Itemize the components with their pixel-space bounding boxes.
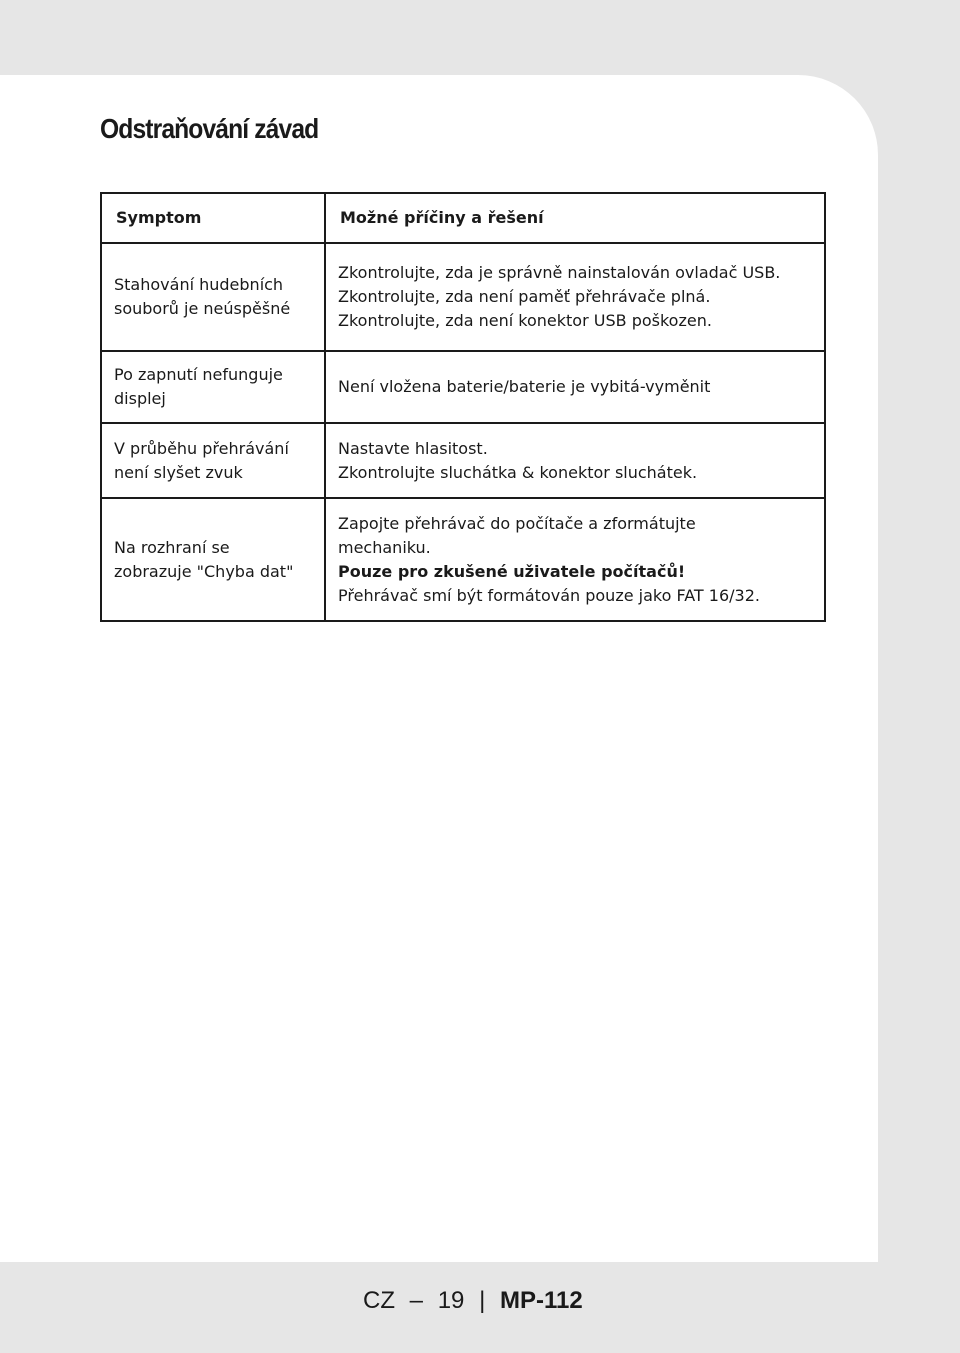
footer-language: CZ (363, 1287, 395, 1314)
solution-line: Zkontrolujte sluchátka & konektor sluchátek. (338, 462, 698, 482)
solution-cell (325, 498, 825, 621)
symptom-line: Po zapnutí nefunguje (114, 365, 283, 384)
table-row (101, 351, 825, 423)
solution-cell (325, 351, 825, 423)
footer-page-number: 19 (437, 1287, 465, 1314)
troubleshooting-table (100, 192, 826, 622)
header-symptom: Symptom (101, 193, 325, 243)
solution-line: Zkontrolujte, zda není paměť přehrávače plná. (338, 287, 711, 306)
symptom-line: Stahování hudebních (114, 275, 284, 294)
solution-line: Nastavte hlasitost. (338, 438, 488, 458)
symptom-line: Na rozhraní se (114, 537, 230, 557)
table-row (101, 423, 825, 498)
solution-line: Zkontrolujte, zda není konektor USB poškozen. (338, 311, 712, 330)
footer (363, 1287, 583, 1315)
symptom-line: souborů je neúspěšné (114, 299, 291, 318)
header-causes-solutions: Možné příčiny a řešení (325, 193, 825, 243)
solution-line: Zapojte přehrávač do počítače a zformátujte (338, 513, 696, 533)
symptom-line: V průběhu přehrávání (114, 438, 289, 458)
footer-dash: – (409, 1287, 424, 1314)
solution-cell (325, 423, 825, 498)
footer-separator: | (479, 1287, 486, 1314)
footer-model: MP-112 (499, 1287, 583, 1314)
table-row (101, 498, 825, 621)
page-title: Odstraňování závad (100, 113, 319, 144)
solution-line: mechaniku. (338, 537, 431, 557)
symptom-line: není slyšet zvuk (114, 462, 243, 482)
symptom-cell (101, 498, 325, 621)
symptom-cell (101, 243, 325, 351)
solution-cell (325, 243, 825, 351)
solution-line: Není vložena baterie/baterie je vybitá-vyměnit (338, 377, 711, 396)
symptom-cell (101, 423, 325, 498)
warning-line: Pouze pro zkušené uživatele počítačů! (338, 561, 686, 581)
table-header-row (101, 193, 825, 243)
solution-line: Přehrávač smí být formátován pouze jako FAT 16/32. (338, 585, 760, 605)
symptom-line: displej (114, 389, 166, 408)
symptom-cell (101, 351, 325, 423)
table-row (101, 243, 825, 351)
symptom-line: zobrazuje "Chyba dat" (114, 561, 294, 581)
solution-line: Zkontrolujte, zda je správně nainstalován ovladač USB. (338, 263, 781, 282)
